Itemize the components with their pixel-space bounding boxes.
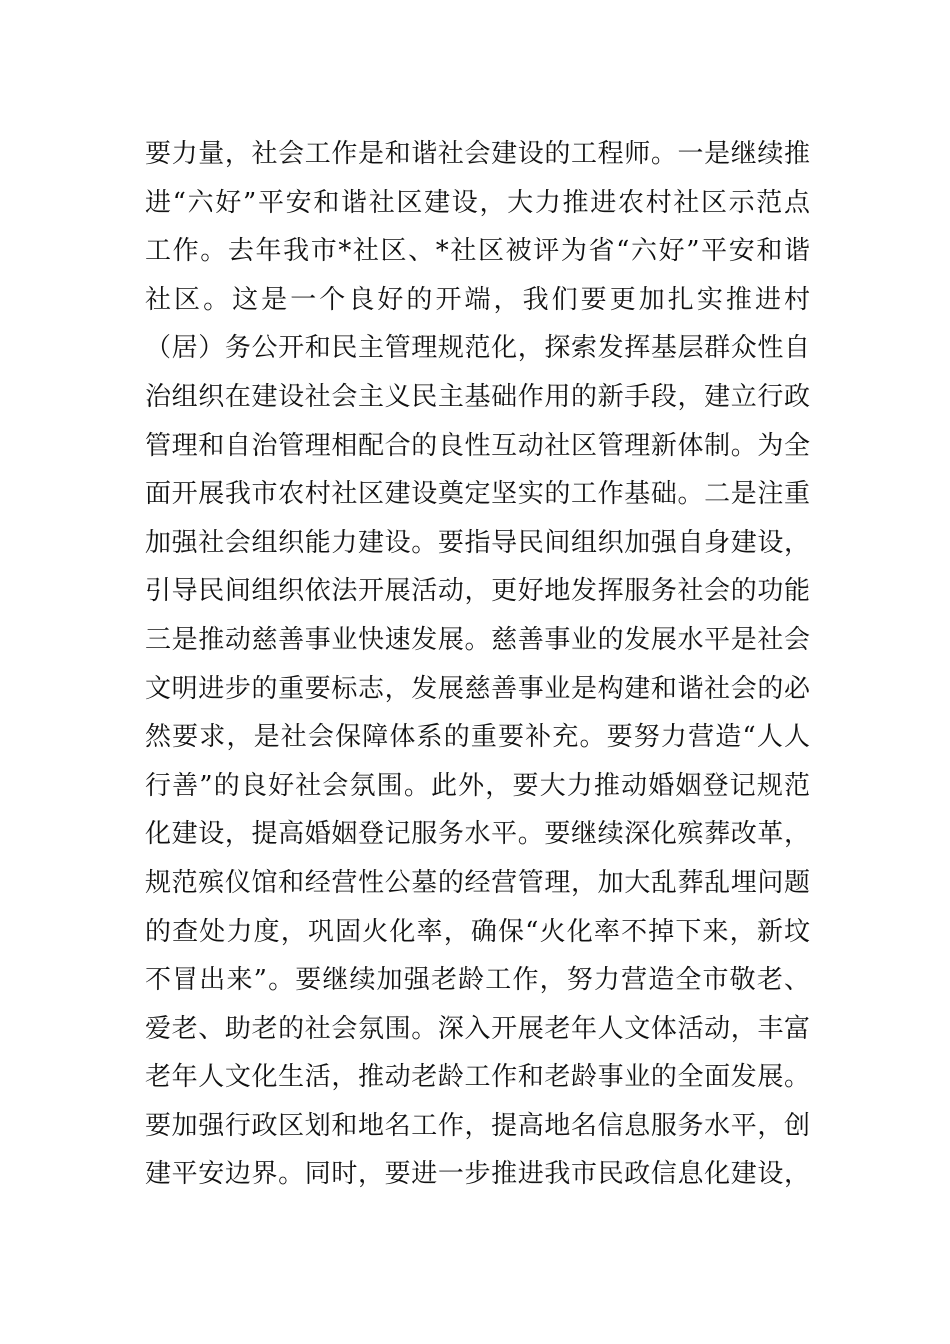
text-line: 要加强行政区划和地名工作，提高地名信息服务水平，创: [145, 1110, 810, 1141]
text-line: 加强社会组织能力建设。要指导民间组织加强自身建设，: [145, 527, 810, 558]
text-line: 老年人文化生活，推动老龄工作和老龄事业的全面发展。: [145, 1062, 810, 1093]
text-line: 的查处力度，巩固火化率，确保“火化率不掉下来，新坟: [145, 916, 810, 947]
text-line: 然要求，是社会保障体系的重要补充。要努力营造“人人: [145, 722, 810, 753]
body-paragraph: [145, 130, 810, 1199]
text-line: 三是推动慈善事业快速发展。慈善事业的发展水平是社会: [145, 624, 810, 655]
text-line: 进“六好”平安和谐社区建设，大力推进农村社区示范点: [145, 187, 810, 218]
text-line: 社区。这是一个良好的开端，我们要更加扎实推进村: [145, 284, 810, 315]
text-line: 引导民间组织依法开展活动，更好地发挥服务社会的功能: [145, 576, 810, 607]
text-line: 行善”的良好社会氛围。此外，要大力推动婚姻登记规范: [145, 770, 810, 801]
text-line: 文明进步的重要标志，发展慈善事业是构建和谐社会的必: [145, 673, 810, 704]
text-line: 不冒出来”。要继续加强老龄工作，努力营造全市敬老、: [145, 965, 810, 996]
text-line: 化建设，提高婚姻登记服务水平。要继续深化殡葬改革，: [145, 819, 810, 850]
text-line: 建平安边界。同时，要进一步推进我市民政信息化建设，: [145, 1159, 810, 1190]
text-line: 面开展我市农村社区建设奠定坚实的工作基础。二是注重: [145, 479, 810, 510]
text-line: 规范殡仪馆和经营性公墓的经营管理，加大乱葬乱埋问题: [145, 867, 810, 898]
text-line: 治组织在建设社会主义民主基础作用的新手段，建立行政: [145, 381, 810, 412]
text-line: （居）务公开和民主管理规范化，探索发挥基层群众性自: [145, 333, 810, 364]
text-line: 爱老、助老的社会氛围。深入开展老年人文体活动，丰富: [145, 1013, 810, 1044]
text-line: 管理和自治管理相配合的良性互动社区管理新体制。为全: [145, 430, 810, 461]
text-line: 要力量，社会工作是和谐社会建设的工程师。一是继续推: [145, 139, 810, 169]
text-line: 工作。去年我市*社区、*社区被评为省“六好”平安和谐: [145, 236, 810, 267]
